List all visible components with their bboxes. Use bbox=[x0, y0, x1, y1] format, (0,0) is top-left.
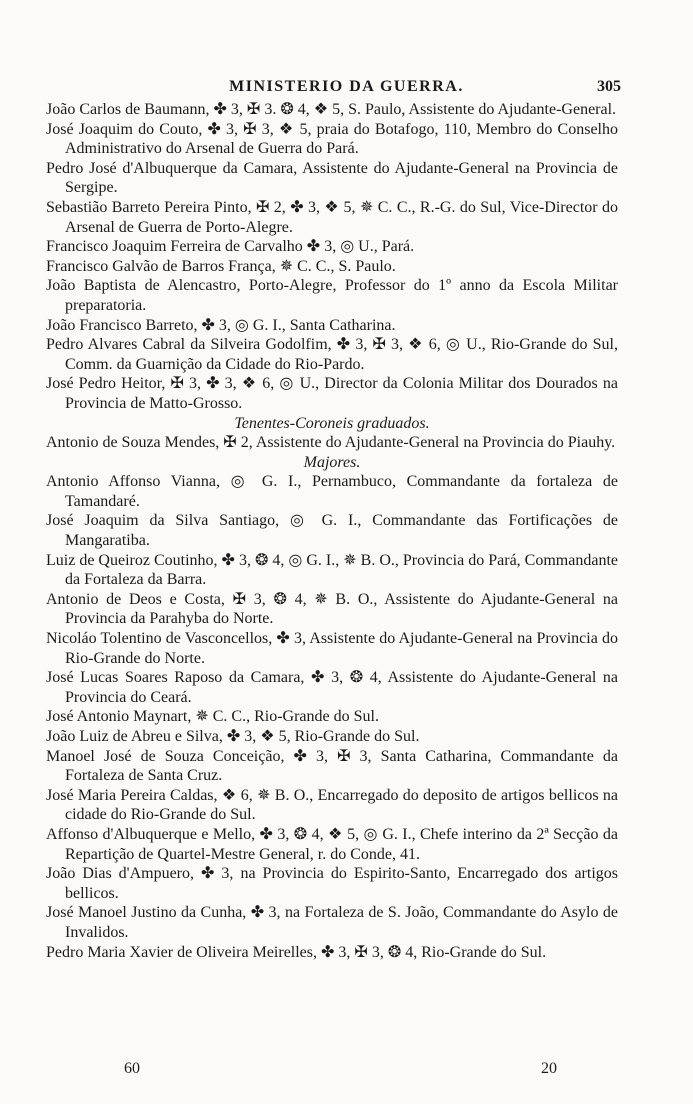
running-header bbox=[0, 78, 693, 102]
register-entries bbox=[46, 100, 618, 962]
officer-entry: Sebastião Barreto Pereira Pinto, ✠ 2, ✤ 3, ❖ 5, ✵ C. C., R.-G. do Sul, Vice-Director do Arsenal de Guerra de Porto-Alegre. bbox=[46, 198, 618, 236]
officer-entry: Antonio de Souza Mendes, ✠ 2, Assistente do Ajudante-General na Provincia do Piauhy. bbox=[46, 434, 616, 452]
section-heading: Majores. bbox=[303, 453, 361, 471]
officer-entry: José Manoel Justino da Cunha, ✤ 3, na Fortaleza de S. João, Commandante do Asylo de Invalidos. bbox=[46, 904, 618, 941]
officer-entry: Affonso d'Albuquerque e Mello, ✤ 3, ❂ 4, ❖ 5, ◎ G. I., Chefe interino da 2ª Secção da Repartição de Quartel-Mestre General, r. do Conde, 41. bbox=[46, 825, 618, 863]
officer-entry: José Lucas Soares Raposo da Camara, ✤ 3, ❂ 4, Assistente do Ajudante-General na Provincia do Ceará. bbox=[46, 669, 618, 706]
officer-entry: Pedro Maria Xavier de Oliveira Meirelles, ✤ 3, ✠ 3, ❂ 4, Rio-Grande do Sul. bbox=[46, 943, 547, 961]
officer-entry: Francisco Galvão de Barros França, ✵ C. C., S. Paulo. bbox=[46, 257, 396, 275]
officer-entry: José Joaquim do Couto, ✤ 3, ✠ 3, ❖ 5, praia do Botafogo, 110, Membro do Conselho Administrativo do Arsenal de Guerra do Pará. bbox=[46, 120, 618, 158]
officer-entry: João Carlos de Baumann, ✤ 3, ✠ 3. ❂ 4, ❖ 5, S. Paulo, Assistente do Ajudante-General. bbox=[46, 101, 617, 118]
officer-entry: Manoel José de Souza Conceição, ✤ 3, ✠ 3, Santa Catharina, Commandante da Fortaleza de Santa Cruz. bbox=[46, 747, 618, 785]
officer-entry: José Pedro Heitor, ✠ 3, ✤ 3, ❖ 6, ◎ U., Director da Colonia Militar dos Dourados na Provincia de Matto-Grosso. bbox=[46, 375, 618, 412]
officer-entry: Antonio de Deos e Costa, ✠ 3, ❂ 4, ✵ B. O., Assistente do Ajudante-General na Provincia da Parahyba do Norte. bbox=[46, 590, 618, 628]
officer-entry: Francisco Joaquim Ferreira de Carvalho ✤ 3, ◎ U., Pará. bbox=[46, 238, 415, 256]
officer-entry: Pedro Alvares Cabral da Silveira Godolfim, ✤ 3, ✠ 3, ❖ 6, ◎ U., Rio-Grande do Sul, Comm. da Guarnição da Cidade do Rio-Pardo. bbox=[46, 336, 618, 373]
officer-entry: João Dias d'Ampuero, ✤ 3, na Provincia do Espirito-Santo, Encarregado dos artigos bellicos. bbox=[46, 865, 618, 902]
sheet-number: 20 bbox=[541, 1060, 557, 1077]
officer-entry: Pedro José d'Albuquerque da Camara, Assistente do Ajudante-General na Provincia de Sergipe. bbox=[46, 159, 618, 197]
officer-entry: José Antonio Maynart, ✵ C. C., Rio-Grande do Sul. bbox=[46, 708, 379, 726]
officer-entry: João Baptista de Alencastro, Porto-Alegre, Professor do 1º anno da Escola Militar preparatoria. bbox=[46, 277, 618, 314]
officer-entry: João Luiz de Abreu e Silva, ✤ 3, ❖ 5, Rio-Grande do Sul. bbox=[46, 728, 420, 745]
signature-mark: 60 bbox=[124, 1060, 140, 1077]
officer-entry: José Maria Pereira Caldas, ❖ 6, ✵ B. O., Encarregado do deposito de artigos bellicos na cidade do Rio-Grande do Sul. bbox=[46, 786, 618, 824]
officer-entry: João Francisco Barreto, ✤ 3, ◎ G. I., Santa Catharina. bbox=[46, 316, 396, 334]
officer-entry: Antonio Affonso Vianna, ◎ G. I., Pernambuco, Commandante da fortaleza de Tamandaré. bbox=[46, 473, 618, 510]
officer-entry: José Joaquim da Silva Santiago, ◎ G. I., Commandante das Fortificações de Mangaratiba. bbox=[46, 512, 618, 550]
officer-entry: Nicoláo Tolentino de Vasconcellos, ✤ 3, Assistente do Ajudante-General na Provincia do Rio-Grande do Norte. bbox=[46, 630, 618, 667]
page-footer bbox=[0, 1060, 693, 1084]
page-title: MINISTERIO DA GUERRA. bbox=[229, 78, 464, 95]
section-heading: Tenentes-Coroneis graduados. bbox=[234, 414, 430, 432]
officer-entry: Luiz de Queiroz Coutinho, ✤ 3, ❂ 4, ◎ G. I., ✵ B. O., Provincia do Pará, Commandante da Fortaleza da Barra. bbox=[46, 551, 618, 589]
page-number: 305 bbox=[597, 78, 621, 95]
